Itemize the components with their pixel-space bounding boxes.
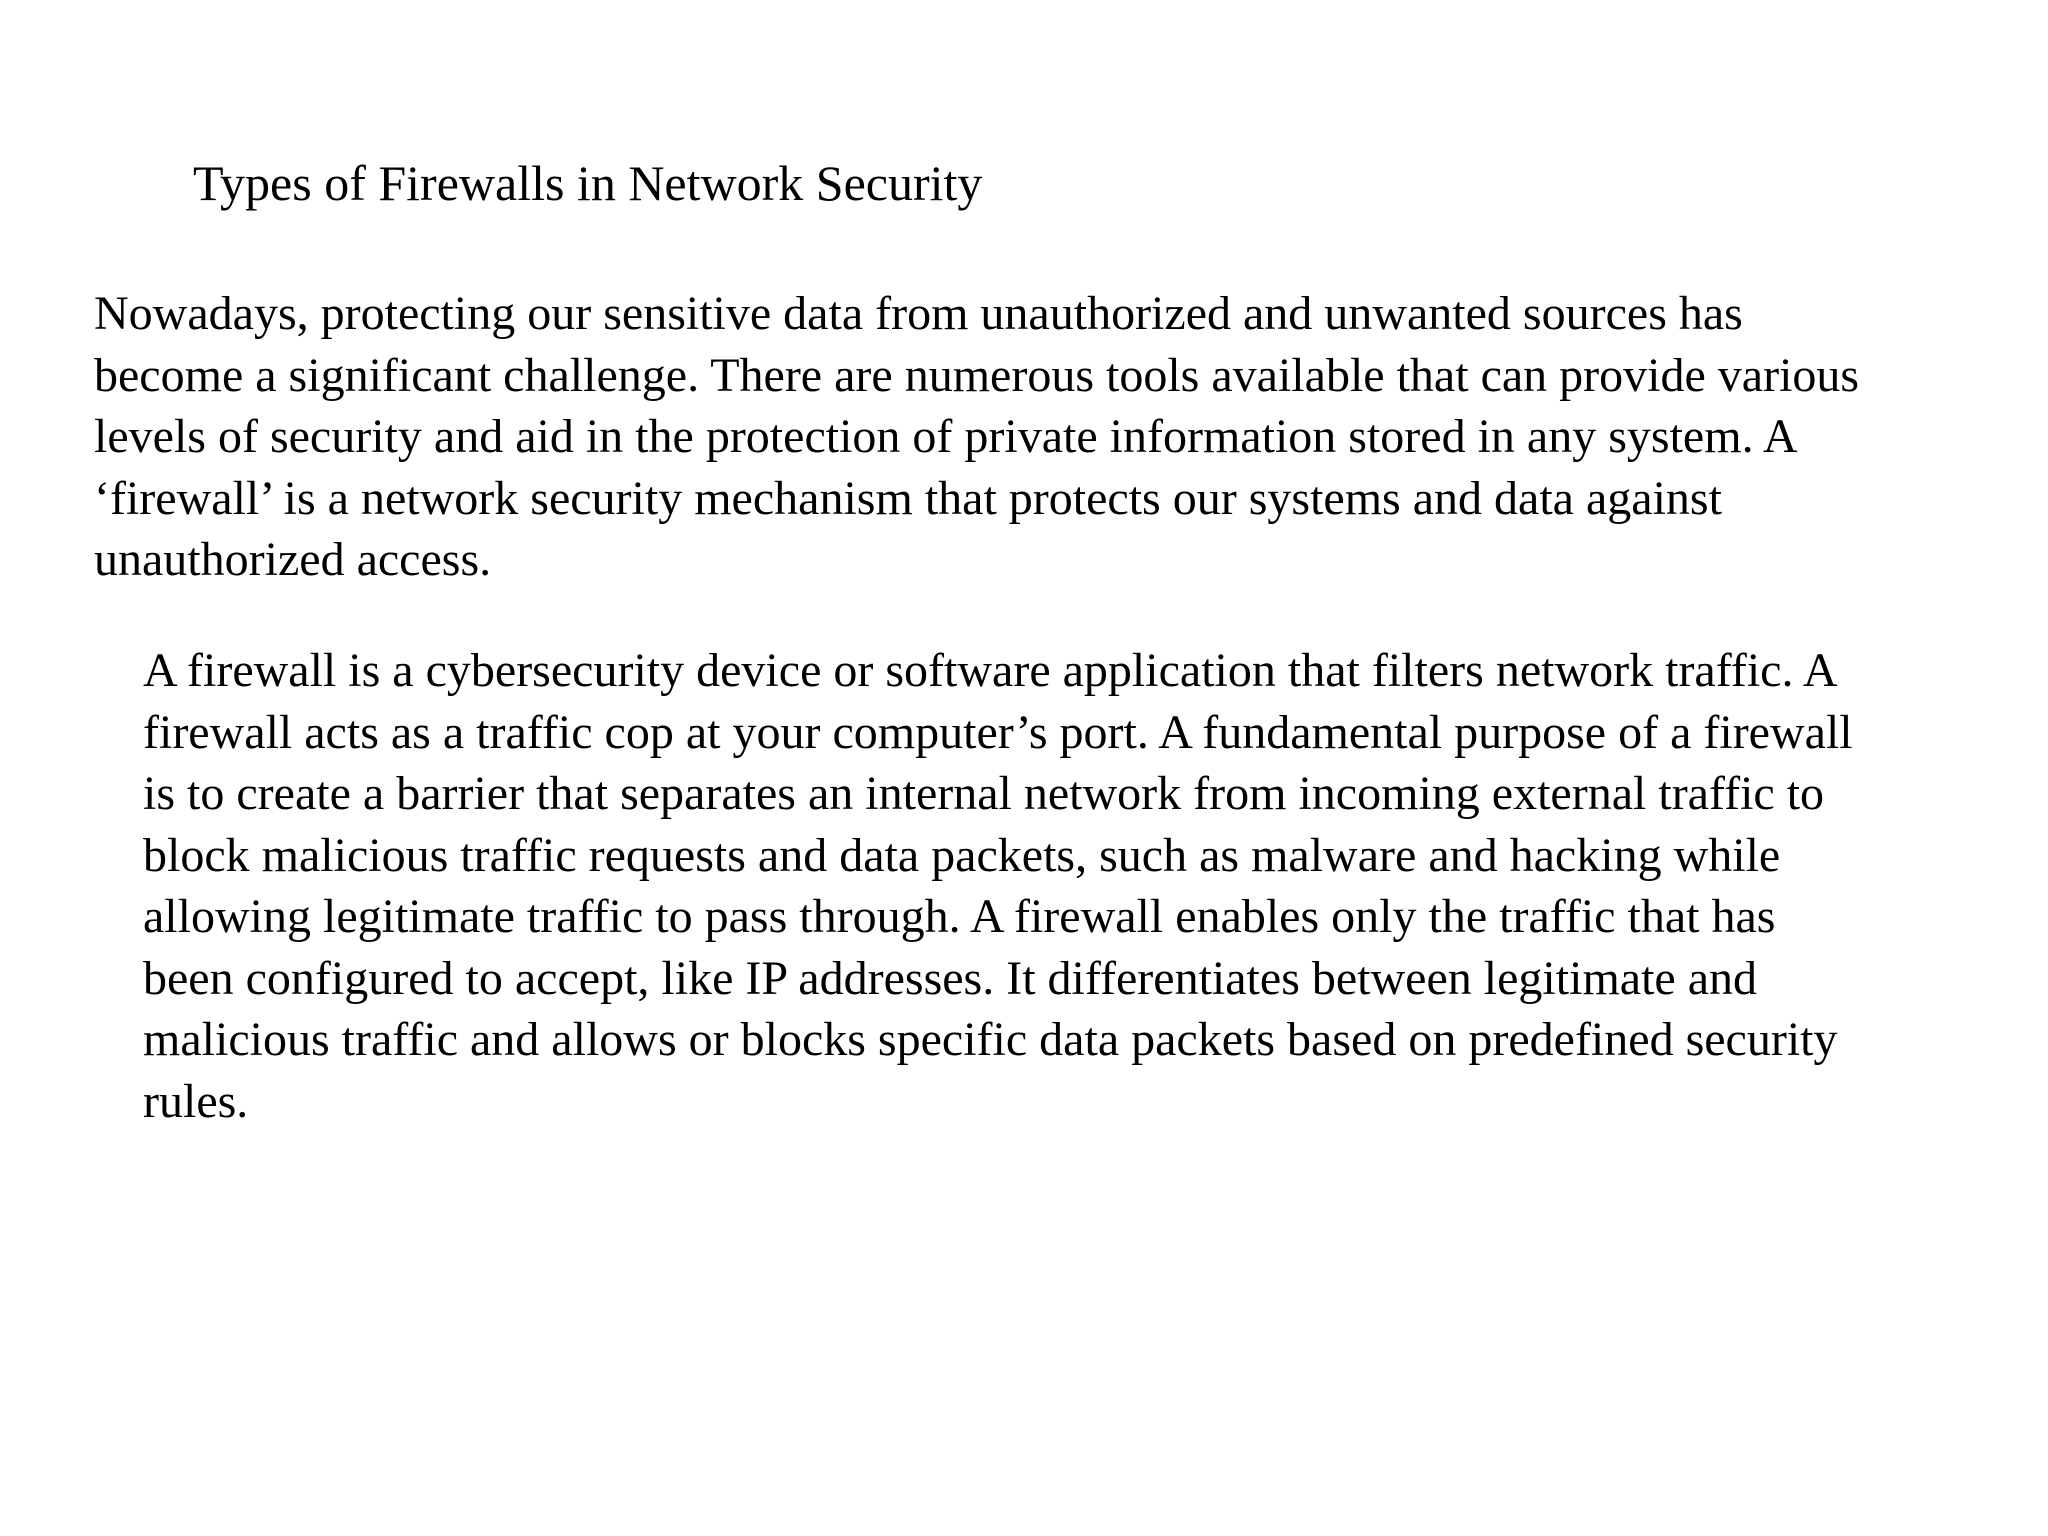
paragraph-line: been configured to accept, like IP addresses. It differentiates between legitimate and: [143, 951, 1758, 1005]
paragraph-line: levels of security and aid in the protection of private information stored in any system. A: [94, 410, 1798, 463]
paragraph-line: firewall acts as a traffic cop at your computer’s port. A fundamental purpose of a firewall: [143, 705, 1853, 759]
paragraph-line: malicious traffic and allows or blocks specific data packets based on predefined security: [143, 1013, 1838, 1066]
intro-paragraph: [94, 283, 2014, 591]
document-title: Types of Firewalls in Network Security: [193, 155, 983, 211]
paragraph-line: allowing legitimate traffic to pass through. A firewall enables only the traffic that has: [143, 890, 1776, 943]
paragraph-line: Nowadays, protecting our sensitive data from unauthorized and unwanted sources has: [94, 287, 1743, 340]
paragraph-line: is to create a barrier that separates an internal network from incoming external traffic to: [143, 767, 1825, 820]
firewall-definition-paragraph: [143, 640, 2013, 1132]
paragraph-line: become a significant challenge. There are numerous tools available that can provide various: [94, 348, 1860, 402]
paragraph-line: rules.: [143, 1074, 249, 1128]
paragraph-line: unauthorized access.: [94, 533, 492, 586]
paragraph-line: A firewall is a cybersecurity device or software application that filters network traffic. A: [143, 644, 1838, 697]
paragraph-line: block malicious traffic requests and data packets, such as malware and hacking while: [143, 828, 1781, 882]
paragraph-line: ‘firewall’ is a network security mechanism that protects our systems and data against: [94, 471, 1722, 525]
